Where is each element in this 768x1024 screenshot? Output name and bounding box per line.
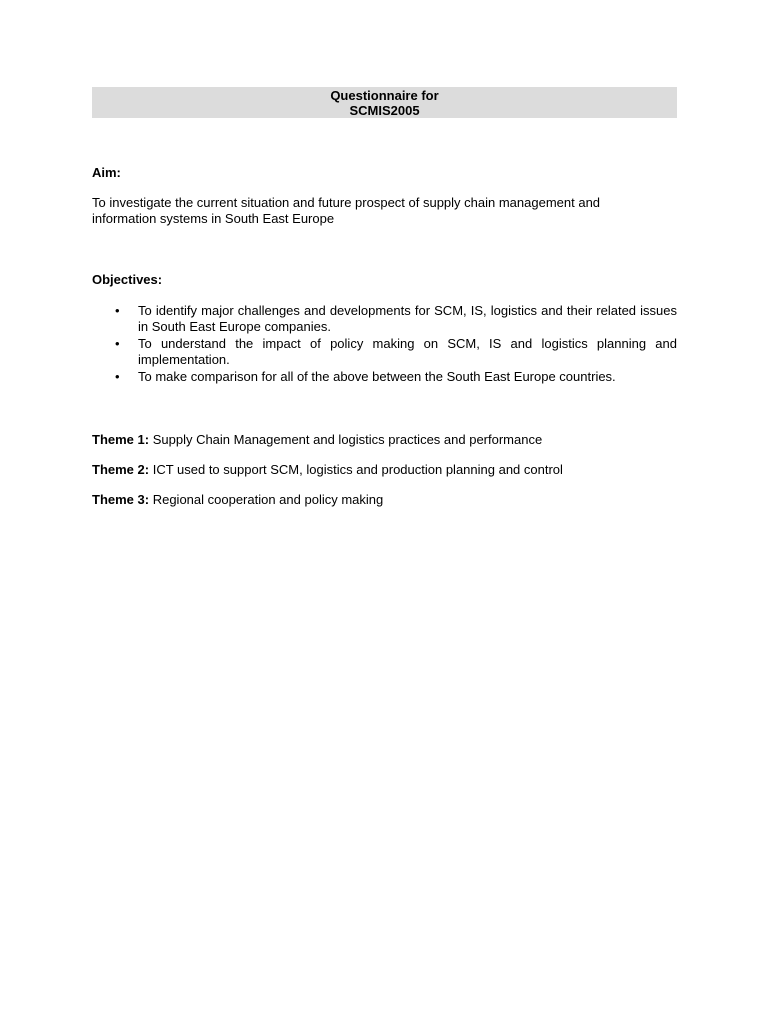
objective-text: To make comparison for all of the above between the South East Europe countries. bbox=[138, 369, 616, 384]
bullet-icon: • bbox=[115, 336, 120, 351]
theme-text: Supply Chain Management and logistics practices and performance bbox=[152, 432, 543, 447]
objective-item bbox=[92, 303, 677, 335]
theme-3 bbox=[92, 492, 677, 508]
theme-label: Theme 1: bbox=[92, 432, 150, 447]
document-title-line-1: Questionnaire for bbox=[330, 88, 439, 103]
objectives-heading: Objectives: bbox=[92, 272, 163, 287]
objective-item bbox=[92, 336, 677, 368]
objective-text: To understand the impact of policy making on SCM, IS and logistics planning and implementation. bbox=[138, 336, 677, 367]
objective-text: To identify major challenges and developments for SCM, IS, logistics and their related issues in South East Europe companies. bbox=[138, 303, 677, 334]
theme-2 bbox=[92, 462, 677, 478]
theme-text: Regional cooperation and policy making bbox=[152, 492, 384, 507]
theme-text: ICT used to support SCM, logistics and production planning and control bbox=[152, 462, 563, 477]
bullet-icon: • bbox=[115, 303, 120, 318]
objective-item bbox=[92, 369, 677, 385]
document-title-line-2: SCMIS2005 bbox=[349, 103, 420, 118]
aim-heading: Aim: bbox=[92, 165, 121, 180]
theme-label: Theme 3: bbox=[92, 492, 150, 507]
objectives-list bbox=[92, 303, 677, 386]
theme-1 bbox=[92, 432, 677, 448]
aim-text: To investigate the current situation and future prospect of supply chain management and information systems in South East Europe bbox=[92, 195, 601, 226]
bullet-icon: • bbox=[115, 369, 120, 384]
document-title-box bbox=[92, 87, 677, 118]
theme-label: Theme 2: bbox=[92, 462, 150, 477]
